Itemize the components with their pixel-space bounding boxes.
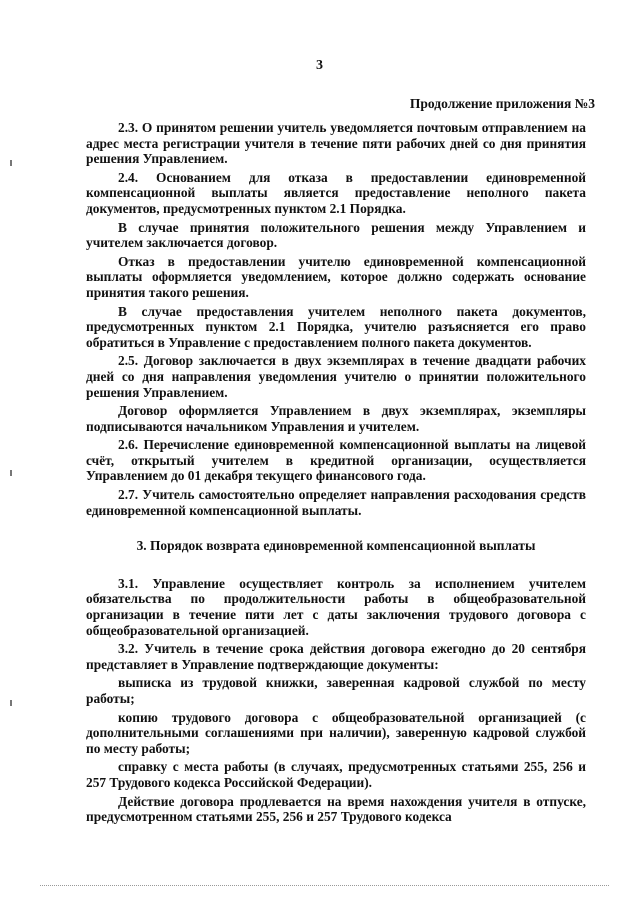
paragraph-3-2: 3.2. Учитель в течение срока действия договора ежегодно до 20 сентября представляет в Управление подтверждающие документы: — [86, 641, 586, 672]
paragraph-3-1: 3.1. Управление осуществляет контроль за исполнением учителем обязательства по продолжительности работы в общеобразовательной организации в течение пяти лет с даты заключения трудового договора с общеобразовательной организацией. — [86, 575, 586, 638]
scan-mark — [10, 470, 12, 476]
paragraph-2-3: 2.3. О принятом решении учитель уведомляется почтовым отправлением на адрес места регистрации учителя в течение пяти рабочих дней со дня принятия решения Управлением. — [86, 120, 586, 167]
paragraph-2-7: 2.7. Учитель самостоятельно определяет направления расходования средств единовременной компенсационной выплаты. — [86, 487, 586, 518]
appendix-note: Продолжение приложения №3 — [409, 96, 595, 111]
list-item-work-record: выписка из трудовой книжки, заверенная кадровой службой по месту работы; — [86, 675, 586, 706]
paragraph-2-5: 2.5. Договор заключается в двух экземплярах в течение двадцати рабочих дней со дня направления уведомления учителю о принятии положительного решения Управлением. — [86, 353, 586, 400]
paragraph-contract-copies: Договор оформляется Управлением в двух экземплярах, экземпляры подписываются начальником Управления и учителем. — [86, 403, 586, 434]
list-item-certificate: справку с места работы (в случаях, предусмотренных статьями 255, 256 и 257 Трудового кодекса Российской Федерации). — [86, 759, 586, 790]
paragraph-incomplete-package: В случае предоставления учителем неполного пакета документов, предусмотренных пунктом 2.1 Порядка, учителю разъясняется его право обратиться в Управление с предоставлением полного пакета документов. — [86, 303, 586, 350]
scan-mark — [10, 160, 12, 166]
section-3-heading: 3. Порядок возврата единовременной компенсационной выплаты — [136, 538, 536, 554]
scan-edge-line — [40, 885, 609, 886]
paragraph-2-6: 2.6. Перечисление единовременной компенсационной выплаты на лицевой счёт, открытый учителем в кредитной организации, осуществляется Управлением до 01 декабря текущего финансового года. — [86, 437, 586, 484]
scan-mark — [10, 700, 12, 706]
paragraph-contract-extension: Действие договора продлевается на время нахождения учителя в отпуске, предусмотренном статьями 255, 256 и 257 Трудового кодекса — [86, 793, 586, 825]
paragraph-2-4: 2.4. Основанием для отказа в предоставлении единовременной компенсационной выплаты является предоставление неполного пакета документов, предусмотренных пунктом 2.1 Порядка. — [86, 169, 586, 216]
document-body — [86, 120, 586, 828]
page-number: 3 — [316, 58, 323, 73]
paragraph-refusal: Отказ в предоставлении учителю единовременной компенсационной выплаты оформляется уведомлением, которое должно содержать основание принятия такого решения. — [86, 253, 586, 300]
list-item-contract-copy: копию трудового договора с общеобразовательной организацией (с дополнительными соглашениями при наличии), заверенную кадровой службой по месту работы; — [86, 709, 586, 756]
paragraph-positive-decision: В случае принятия положительного решения между Управлением и учителем заключается договор. — [86, 219, 586, 251]
